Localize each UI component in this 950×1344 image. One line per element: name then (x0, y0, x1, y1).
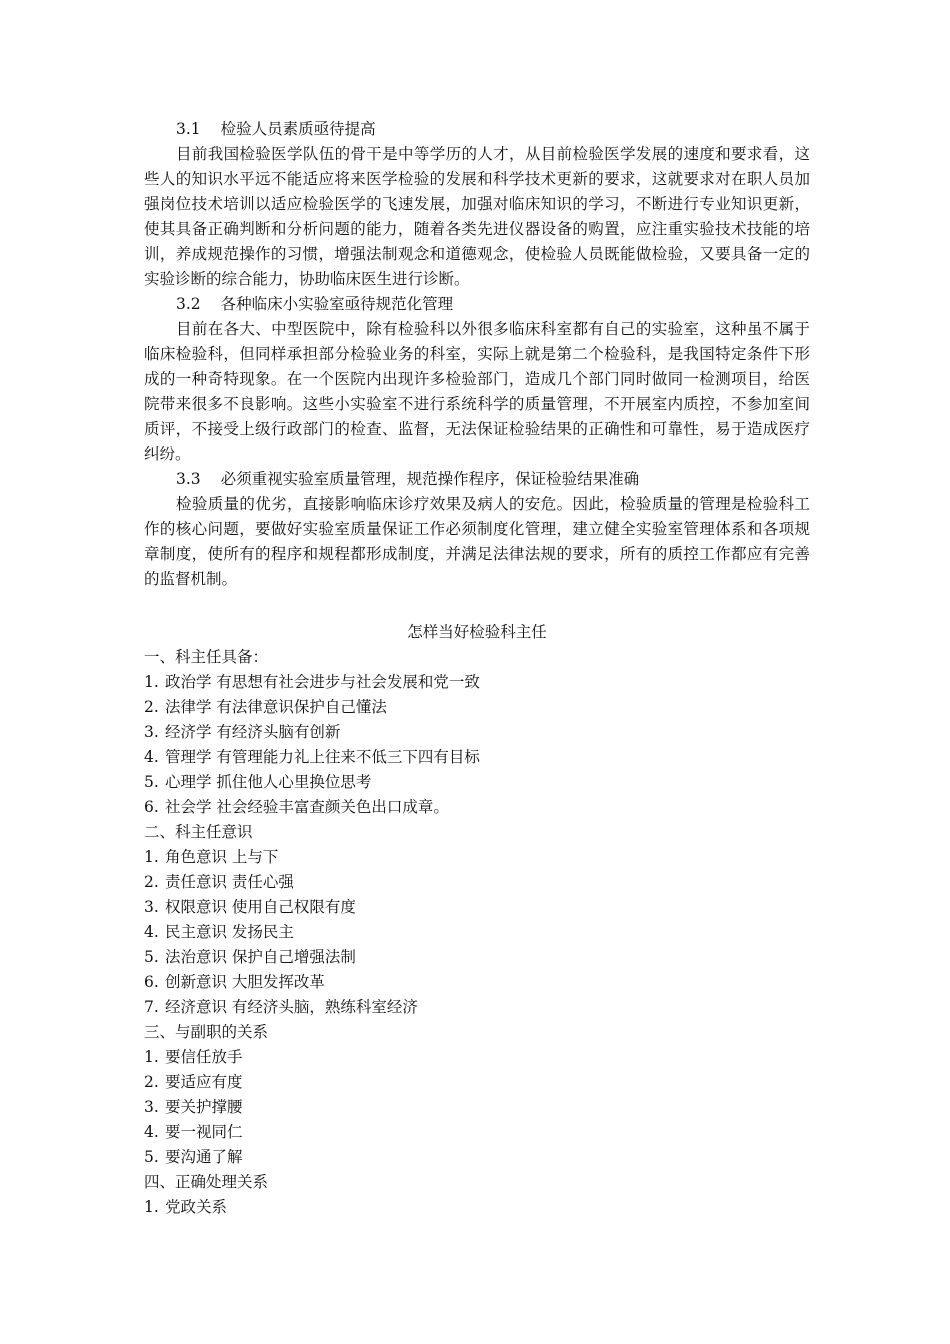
list-item (144, 870, 810, 895)
section-number: 3.2 (176, 295, 201, 313)
list-item (144, 770, 810, 795)
section-body: 目前我国检验医学队伍的骨干是中等学历的人才，从目前检验医学发展的速度和要求看，这些人的知识水平远不能适应将来医学检验的发展和科学技术更新的要求，这就要求对在职人员加强岗位技术培训以适应检验医学的飞速发展，加强对临床知识的学习，不断进行专业知识更新，使其具备正确判断和分析问题的能力，随着各类先进仪器设备的购置，应注重实验技术技能的培训，养成规范操作的习惯，增强法制观念和道德观念，使检验人员既能做检验，又要具备一定的实验诊断的综合能力，协助临床医生进行诊断。 (144, 145, 810, 288)
list-item (144, 1195, 810, 1220)
list-item (144, 845, 810, 870)
item-text: 要信任放手 (165, 1048, 243, 1066)
section-number: 3.1 (176, 120, 201, 138)
list-item (144, 1120, 810, 1145)
list-item (144, 1045, 810, 1070)
list-item (144, 920, 810, 945)
item-list (144, 1045, 810, 1170)
section-heading (144, 467, 810, 492)
item-number: 2. (144, 1073, 159, 1091)
section-3-1 (144, 117, 810, 292)
item-number: 3. (144, 898, 159, 916)
item-number: 6. (144, 973, 159, 991)
item-text: 管理学 有管理能力礼上往来不低三下四有目标 (165, 748, 480, 766)
part-title: 一、科主任具备： (144, 648, 269, 666)
item-number: 3. (144, 1098, 159, 1116)
item-number: 5. (144, 773, 159, 791)
item-number: 4. (144, 1123, 159, 1141)
item-text: 法律学 有法律意识保护自己懂法 (165, 698, 387, 716)
document-page (144, 117, 810, 1220)
list-item (144, 1145, 810, 1170)
section-body: 目前在各大、中型医院中，除有检验科以外很多临床科室都有自己的实验室，这种虽不属于临床检验科，但同样承担部分检验业务的科室，实际上就是第二个检验科，是我国特定条件下形成的一种奇特现象。在一个医院内出现许多检验部门，造成几个部门同时做同一检测项目，给医院带来很多不良影响。这些小实验室不进行系统科学的质量管理，不开展室内质控，不参加室间质评，不接受上级行政部门的检查、监督，无法保证检验结果的正确性和可靠性，易于造成医疗纠纷。 (144, 320, 810, 463)
list-item (144, 745, 810, 770)
item-number: 1. (144, 848, 159, 866)
list-item (144, 970, 810, 995)
item-number: 6. (144, 798, 159, 816)
list-item (144, 945, 810, 970)
item-number: 4. (144, 748, 159, 766)
item-text: 责任意识 责任心强 (165, 873, 294, 891)
list-item (144, 695, 810, 720)
item-list (144, 845, 810, 1020)
part-2 (144, 820, 810, 1020)
list-item (144, 795, 810, 820)
section-number: 3.3 (176, 470, 201, 488)
item-number: 1. (144, 1198, 159, 1216)
item-number: 2. (144, 698, 159, 716)
item-text: 要一视同仁 (165, 1123, 243, 1141)
item-number: 1. (144, 1048, 159, 1066)
item-text: 经济学 有经济头脑有创新 (165, 723, 341, 741)
item-text: 要适应有度 (165, 1073, 243, 1091)
list-item (144, 670, 810, 695)
section-3-2 (144, 292, 810, 467)
item-text: 民主意识 发扬民主 (165, 923, 294, 941)
list-item (144, 995, 810, 1020)
document-title: 怎样当好检验科主任 (407, 623, 547, 641)
item-number: 1. (144, 673, 159, 691)
item-number: 5. (144, 948, 159, 966)
section-heading (144, 117, 810, 142)
list-item (144, 1070, 810, 1095)
item-number: 2. (144, 873, 159, 891)
item-text: 要关护撑腰 (165, 1098, 243, 1116)
section-body: 检验质量的优劣，直接影响临床诊疗效果及病人的安危。因此，检验质量的管理是检验科工作的核心问题，要做好实验室质量保证工作必须制度化管理，建立健全实验室管理体系和各项规章制度，使所有的程序和规程都形成制度，并满足法律法规的要求，所有的质控工作都应有完善的监督机制。 (144, 495, 810, 588)
item-text: 创新意识 大胆发挥改革 (165, 973, 325, 991)
item-text: 要沟通了解 (165, 1148, 243, 1166)
item-list (144, 1195, 810, 1220)
item-text: 角色意识 上与下 (165, 848, 279, 866)
part-1 (144, 645, 810, 820)
item-number: 3. (144, 723, 159, 741)
section-title: 必须重视实验室质量管理，规范操作程序，保证检验结果准确 (220, 470, 640, 488)
item-number: 5. (144, 1148, 159, 1166)
item-text: 经济意识 有经济头脑，熟练科室经济 (165, 998, 418, 1016)
item-number: 7. (144, 998, 159, 1016)
list-item (144, 1095, 810, 1120)
item-text: 党政关系 (165, 1198, 228, 1216)
item-text: 社会学 社会经验丰富查颜关色出口成章。 (165, 798, 449, 816)
part-3 (144, 1020, 810, 1170)
section-heading (144, 292, 810, 317)
part-title: 二、科主任意识 (144, 823, 253, 841)
item-text: 心理学 抓住他人心里换位思考 (165, 773, 372, 791)
list-item (144, 895, 810, 920)
item-number: 4. (144, 923, 159, 941)
section-title: 各种临床小实验室亟待规范化管理 (220, 295, 454, 313)
list-item (144, 720, 810, 745)
blank-line (144, 592, 810, 620)
item-list (144, 670, 810, 820)
part-title: 三、与副职的关系 (144, 1023, 269, 1041)
part-title: 四、正确处理关系 (144, 1173, 269, 1191)
section-title: 检验人员素质亟待提高 (220, 120, 376, 138)
item-text: 政治学 有思想有社会进步与社会发展和党一致 (165, 673, 480, 691)
item-text: 权限意识 使用自己权限有度 (165, 898, 356, 916)
item-text: 法治意识 保护自己增强法制 (165, 948, 356, 966)
part-4 (144, 1170, 810, 1220)
section-3-3 (144, 467, 810, 592)
